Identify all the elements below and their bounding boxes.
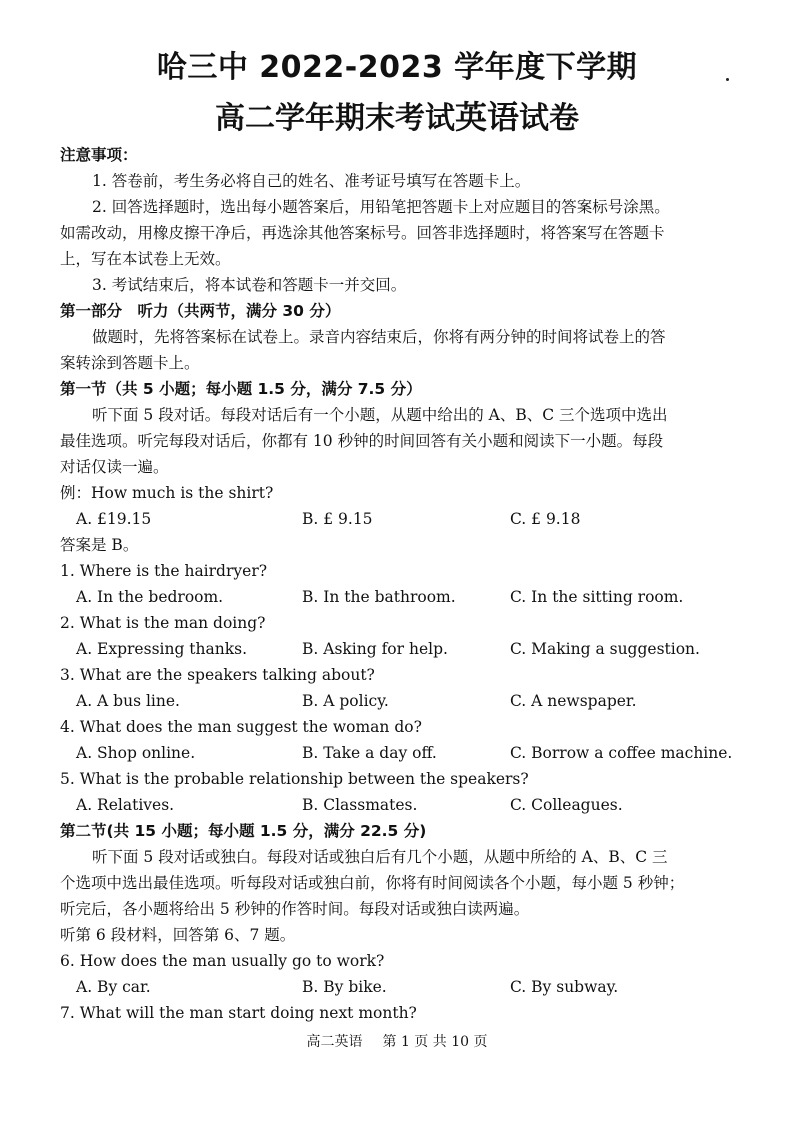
example-answer: 答案是 B。 bbox=[60, 536, 139, 554]
part1-line: 案转涂到答题卡上。 bbox=[60, 354, 200, 372]
exam-title-line2 bbox=[0, 92, 794, 138]
q5-option-a: A. Relatives. bbox=[76, 796, 175, 814]
question-3: 3. What are the speakers talking about? bbox=[60, 666, 375, 684]
section1-line: 听下面 5 段对话。每段对话后有一个小题，从题中给出的 A、B、C 三个选项中选出 bbox=[92, 406, 668, 424]
section2-heading: 第二节(共 15 小题；每小题 1.5 分，满分 22.5 分) bbox=[60, 822, 427, 840]
section2-line: 听下面 5 段对话或独白。每段对话或独白后有几个小题，从题中所给的 A、B、C 三 bbox=[92, 848, 668, 866]
notice-line: 3. 考试结束后，将本试卷和答题卡一并交回。 bbox=[92, 276, 407, 294]
question-6: 6. How does the man usually go to work? bbox=[60, 952, 385, 970]
q2-option-c: C. Making a suggestion. bbox=[510, 640, 700, 658]
question-7: 7. What will the man start doing next month? bbox=[60, 1004, 417, 1022]
question-2: 2. What is the man doing? bbox=[60, 614, 266, 632]
question-1: 1. Where is the hairdryer? bbox=[60, 562, 268, 580]
part1-line: 做题时，先将答案标在试卷上。录音内容结束后，你将有两分钟的时间将试卷上的答 bbox=[92, 328, 666, 346]
notice-line: 上，写在本试卷上无效。 bbox=[60, 250, 231, 268]
question-5: 5. What is the probable relationship between the speakers? bbox=[60, 770, 529, 788]
q4-option-b: B. Take a day off. bbox=[302, 744, 437, 762]
q1-option-b: B. In the bathroom. bbox=[302, 588, 456, 606]
notice-heading: 注意事项： bbox=[60, 146, 138, 164]
title-prefix: 高二学年期末考试 bbox=[214, 101, 455, 136]
section1-line: 最佳选项。听完每段对话后，你都有 10 秒钟的时间回答有关小题和阅读下一小题。每段 bbox=[60, 432, 664, 450]
material-instruction: 听第 6 段材料，回答第 6、7 题。 bbox=[60, 926, 296, 944]
q1-option-c: C. In the sitting room. bbox=[510, 588, 684, 606]
notice-line: 1. 答卷前，考生务必将自己的姓名、准考证号填写在答题卡上。 bbox=[92, 172, 531, 190]
title-subject: 英语 bbox=[454, 98, 519, 136]
q2-option-b: B. Asking for help. bbox=[302, 640, 448, 658]
example-option-c: C. £ 9.18 bbox=[510, 510, 581, 528]
q2-option-a: A. Expressing thanks. bbox=[76, 640, 248, 658]
part1-heading: 第一部分 听力（共两节，满分 30 分） bbox=[60, 302, 341, 320]
footer-page-number: 第 1 页 共 10 页 bbox=[382, 1034, 488, 1050]
question-4: 4. What does the man suggest the woman do? bbox=[60, 718, 422, 736]
q5-option-c: C. Colleagues. bbox=[510, 796, 623, 814]
section2-line: 听完后，各小题将给出 5 秒钟的作答时间。每段对话或独白读两遍。 bbox=[60, 900, 530, 918]
example-option-b: B. £ 9.15 bbox=[302, 510, 373, 528]
footer-subject: 高二英语 bbox=[306, 1034, 363, 1050]
q6-option-c: C. By subway. bbox=[510, 978, 619, 996]
notice-line: 如需改动，用橡皮擦干净后，再选涂其他答案标号。回答非选择题时，将答案写在答题卡 bbox=[60, 224, 665, 242]
scan-dot bbox=[726, 78, 729, 81]
q1-option-a: A. In the bedroom. bbox=[76, 588, 224, 606]
q6-option-a: A. By car. bbox=[76, 978, 151, 996]
title-suffix: 试卷 bbox=[519, 101, 579, 136]
q6-option-b: B. By bike. bbox=[302, 978, 387, 996]
section1-line: 对话仅读一遍。 bbox=[60, 458, 169, 476]
example-option-a: A. £19.15 bbox=[76, 510, 152, 528]
q4-option-c: C. Borrow a coffee machine. bbox=[510, 744, 733, 762]
example-question: 例：How much is the shirt? bbox=[60, 484, 274, 502]
exam-title-line1: 哈三中 2022-2023 学年度下学期 bbox=[156, 50, 638, 85]
section2-line: 个选项中选出最佳选项。听每段对话或独白前，你将有时间阅读各个小题，每小题 5 秒钟； bbox=[60, 874, 685, 892]
q3-option-b: B. A policy. bbox=[302, 692, 389, 710]
q3-option-c: C. A newspaper. bbox=[510, 692, 637, 710]
q4-option-a: A. Shop online. bbox=[76, 744, 196, 762]
page-footer bbox=[0, 1031, 794, 1051]
q3-option-a: A. A bus line. bbox=[76, 692, 180, 710]
q5-option-b: B. Classmates. bbox=[302, 796, 418, 814]
section1-heading: 第一节（共 5 小题；每小题 1.5 分，满分 7.5 分） bbox=[60, 380, 422, 398]
notice-line: 2. 回答选择题时，选出每小题答案后，用铅笔把答题卡上对应题目的答案标号涂黑。 bbox=[92, 198, 670, 216]
